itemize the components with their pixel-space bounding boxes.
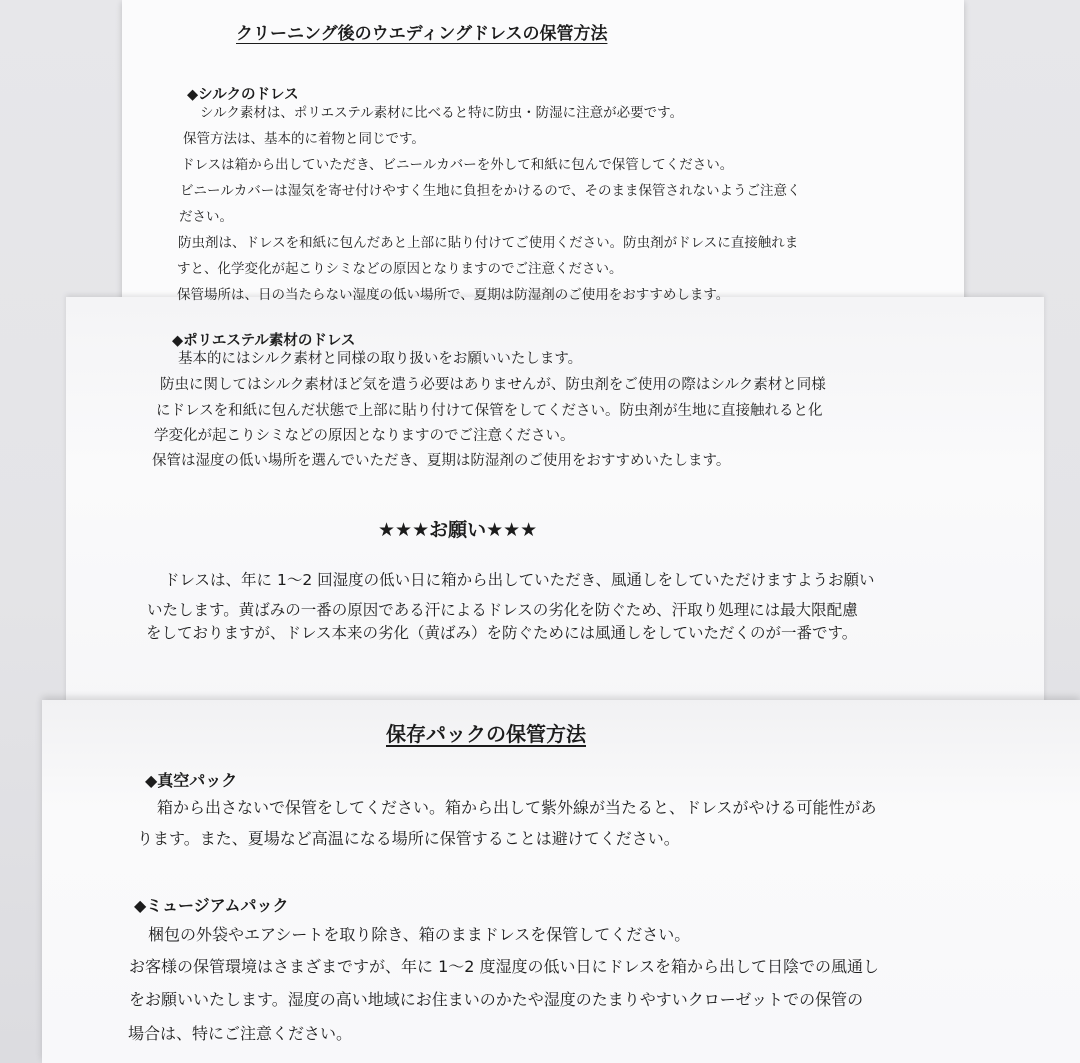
polyester-line: 防虫に関してはシルク素材ほど気を遣う必要はありませんが、防虫剤をご使用の際はシルク素材と同様 (160, 377, 826, 393)
polyester-line: 学変化が起こりシミなどの原因となりますのでご注意ください。 (154, 428, 575, 444)
silk-line: 保管場所は、日の当たらない湿度の低い場所で、夏期は防湿剤のご使用をおすすめします。 (177, 287, 730, 303)
museum-line: お客様の保管環境はさまざまですが、年に 1～2 度湿度の低い日にドレスを箱から出して日陰での風通し (129, 957, 880, 976)
museum-line: 場合は、特にご注意ください。 (128, 1024, 353, 1043)
silk-line: すと、化学変化が起こりシミなどの原因となりますのでご注意ください。 (177, 261, 623, 277)
request-heading: ★★★お願い★★★ (378, 519, 538, 541)
silk-line: ビニールカバーは湿気を寄せ付けやすく生地に負担をかけるので、そのまま保管されないようご注意く (180, 183, 801, 199)
request-line: をしておりますが、ドレス本来の劣化（黄ばみ）を防ぐためには風通しをしていただくのが一番です。 (146, 624, 858, 642)
silk-line: シルク素材は、ポリエステル素材に比べると特に防虫・防湿に注意が必要です。 (200, 105, 684, 121)
pack-title: 保存パックの保管方法 (386, 722, 586, 746)
polyester-line: 保管は湿度の低い場所を選んでいただき、夏期は防湿剤のご使用をおすすめいたします。 (152, 453, 731, 469)
silk-line: 保管方法は、基本的に着物と同じです。 (183, 131, 425, 147)
polyester-heading: ◆ポリエステル素材のドレス (172, 333, 356, 349)
silk-line: 防虫剤は、ドレスを和紙に包んだあと上部に貼り付けてご使用ください。防虫剤がドレスに直接触れま (178, 235, 799, 251)
museum-heading: ◆ミュージアムパック (134, 896, 289, 915)
silk-heading: ◆シルクのドレス (187, 87, 299, 103)
vacuum-line: ります。また、夏場など高温になる場所に保管することは避けてください。 (137, 829, 680, 848)
vacuum-line: 箱から出さないで保管をしてください。箱から出して紫外線が当たると、ドレスがやける可能性があ (157, 798, 877, 817)
request-line: いたします。黄ばみの一番の原因である汗によるドレスの劣化を防ぐため、汗取り処理には最大限配慮 (147, 601, 858, 619)
request-line: ドレスは、年に 1～2 回湿度の低い日に箱から出していただき、風通しをしていただけますようお願い (164, 571, 875, 589)
polyester-line: にドレスを和紙に包んだ状態で上部に貼り付けて保管をしてください。防虫剤が生地に直接触れると化 (156, 403, 823, 419)
museum-line: をお願いいたします。湿度の高い地域にお住まいのかたや湿度のたまりやすいクローゼットでの保管の (129, 990, 864, 1009)
silk-line: ドレスは箱から出していただき、ビニールカバーを外して和紙に包んで保管してください。 (181, 157, 734, 173)
museum-line: 梱包の外袋やエアシートを取り除き、箱のままドレスを保管してください。 (148, 925, 691, 944)
silk-line: ださい。 (179, 209, 233, 225)
polyester-line: 基本的にはシルク素材と同様の取り扱いをお願いいたします。 (178, 351, 583, 367)
vacuum-heading: ◆真空パック (145, 771, 238, 790)
document-title: クリーニング後のウエディングドレスの保管方法 (236, 24, 608, 44)
